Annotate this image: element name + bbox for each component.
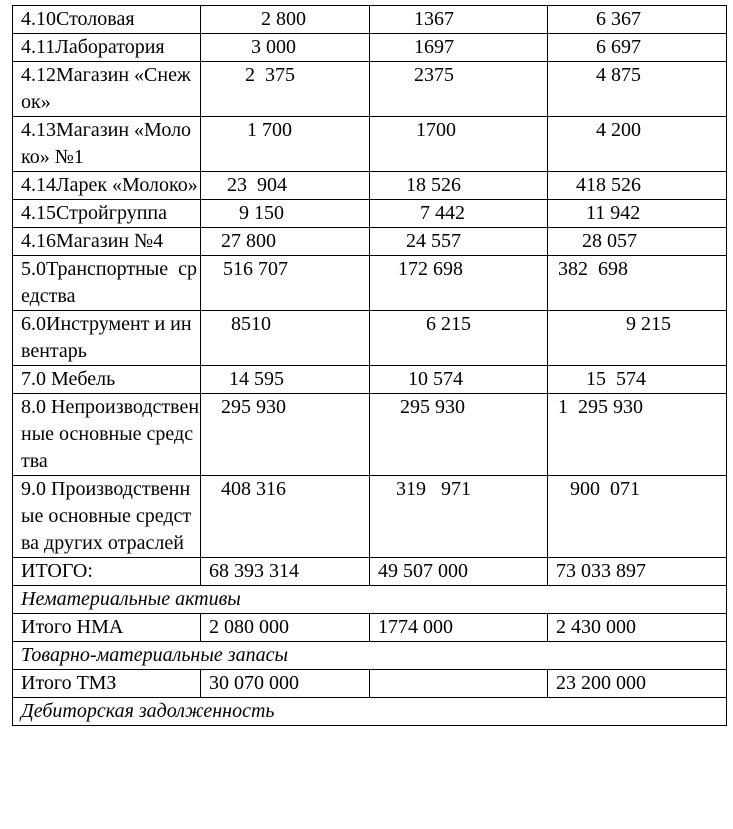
fixed-assets-table [12,5,727,726]
cell-value: 24 557 [406,230,461,252]
cell-value: 9 215 [626,313,671,335]
table-row [13,670,727,698]
value-cell [370,476,548,558]
cell-value: 1 295 930 [558,396,643,418]
cell-value: 172 698 [398,258,463,280]
cell-value: 295 930 [221,396,286,418]
value-cell [548,34,727,62]
value-cell [548,228,727,256]
row-label: 4.14Ларек «Молоко» [21,174,198,196]
cell-value: 1697 [414,36,454,58]
cell-value: 2 080 000 [209,616,289,638]
table-row [13,228,727,256]
value-cell [370,117,548,172]
table-row [13,117,727,172]
value-cell [201,6,370,34]
row-label: 4.15Стройгруппа [21,202,167,224]
row-label-cell [13,172,201,200]
value-cell [370,614,548,642]
row-label: 4.10Столовая [21,8,135,30]
row-label: 4.11Лаборатория [21,36,165,58]
cell-value: 8510 [231,313,271,335]
value-cell [201,34,370,62]
row-label: Итого ТМЗ [21,672,117,694]
cell-value: 4 875 [596,64,641,86]
value-cell [370,6,548,34]
table-row [13,6,727,34]
cell-value: 2 430 000 [556,616,636,638]
cell-value: 295 930 [400,396,465,418]
value-cell [370,200,548,228]
cell-value: 10 574 [408,368,463,390]
cell-value: 49 507 000 [378,560,468,582]
value-cell [548,256,727,311]
value-cell [201,256,370,311]
value-cell [201,394,370,476]
row-label-cell [13,117,201,172]
row-label: ИТОГО: [21,560,93,582]
value-cell [548,117,727,172]
value-cell [201,670,370,698]
row-label-cell [13,34,201,62]
value-cell [201,117,370,172]
cell-value: 319 971 [396,478,471,500]
table-row [13,558,727,586]
row-label: Итого НМА [21,616,124,638]
row-label: 4.16Магазин №4 [21,230,164,252]
value-cell [201,228,370,256]
cell-value: 11 942 [586,202,641,224]
value-cell [370,172,548,200]
section-row [13,698,727,726]
row-label: 4.13Магазин «Молоко» №1 [21,119,192,168]
table-row [13,34,727,62]
value-cell [201,558,370,586]
value-cell [548,62,727,117]
value-cell [370,256,548,311]
table-body [13,6,727,726]
cell-value: 4 200 [596,119,641,141]
cell-value: 30 070 000 [209,672,299,694]
row-label: 8.0 Непроизводственные основные средства [21,396,200,472]
row-label-cell [13,6,201,34]
value-cell [548,476,727,558]
section-heading: Товарно-материальные запасы [13,642,727,670]
value-cell [548,366,727,394]
cell-value: 18 526 [406,174,461,196]
table-row [13,476,727,558]
cell-value: 73 033 897 [556,560,646,582]
value-cell [201,172,370,200]
value-cell [548,172,727,200]
value-cell [201,62,370,117]
row-label: 5.0Транспортные средства [21,258,197,307]
value-cell [201,366,370,394]
value-cell [548,614,727,642]
value-cell [201,476,370,558]
cell-value: 23 200 000 [556,672,646,694]
row-label-cell [13,200,201,228]
cell-value: 28 057 [582,230,637,252]
value-cell [548,311,727,366]
cell-value: 23 904 [227,174,287,196]
section-row [13,642,727,670]
cell-value: 6 697 [596,36,641,58]
cell-value: 3 000 [251,36,296,58]
value-cell [370,62,548,117]
cell-value: 15 574 [586,368,646,390]
row-label-cell [13,558,201,586]
table-row [13,614,727,642]
value-cell [548,6,727,34]
value-cell [370,34,548,62]
cell-value: 14 595 [229,368,284,390]
cell-value: 900 071 [570,478,640,500]
row-label-cell [13,476,201,558]
value-cell [201,200,370,228]
value-cell [548,394,727,476]
table-row [13,256,727,311]
row-label-cell [13,62,201,117]
row-label-cell [13,228,201,256]
row-label-cell [13,394,201,476]
cell-value: 2 375 [245,64,295,86]
cell-value: 382 698 [558,258,628,280]
table-row [13,200,727,228]
cell-value: 9 150 [239,202,284,224]
row-label-cell [13,614,201,642]
value-cell [370,394,548,476]
table-row [13,394,727,476]
cell-value: 1774 000 [378,616,453,638]
value-cell [201,311,370,366]
cell-value: 2 800 [261,8,306,30]
value-cell [370,311,548,366]
table-row [13,366,727,394]
row-label-cell [13,311,201,366]
section-row [13,586,727,614]
value-cell [548,200,727,228]
row-label-cell [13,256,201,311]
section-heading: Дебиторская задолженность [13,698,727,726]
cell-value: 6 367 [596,8,641,30]
table-row [13,62,727,117]
cell-value: 1700 [416,119,456,141]
value-cell [548,558,727,586]
cell-value: 2375 [414,64,454,86]
value-cell [370,670,548,698]
row-label-cell [13,366,201,394]
section-heading: Нематериальные активы [13,586,727,614]
value-cell [201,614,370,642]
value-cell [370,558,548,586]
cell-value: 1 700 [247,119,292,141]
cell-value: 68 393 314 [209,560,299,582]
cell-value: 408 316 [221,478,286,500]
row-label-cell [13,670,201,698]
table-row [13,172,727,200]
cell-value: 1367 [414,8,454,30]
cell-value: 6 215 [426,313,471,335]
row-label: 6.0Инструмент и инвентарь [21,313,192,362]
table-row [13,311,727,366]
value-cell [548,670,727,698]
value-cell [370,366,548,394]
row-label: 4.12Магазин «Снежок» [21,64,191,113]
row-label: 9.0 Производственные основные средства других отраслей [21,478,192,554]
cell-value: 27 800 [221,230,276,252]
value-cell [370,228,548,256]
cell-value: 516 707 [223,258,288,280]
cell-value: 418 526 [576,174,641,196]
row-label: 7.0 Мебель [21,368,116,390]
cell-value: 7 442 [420,202,465,224]
